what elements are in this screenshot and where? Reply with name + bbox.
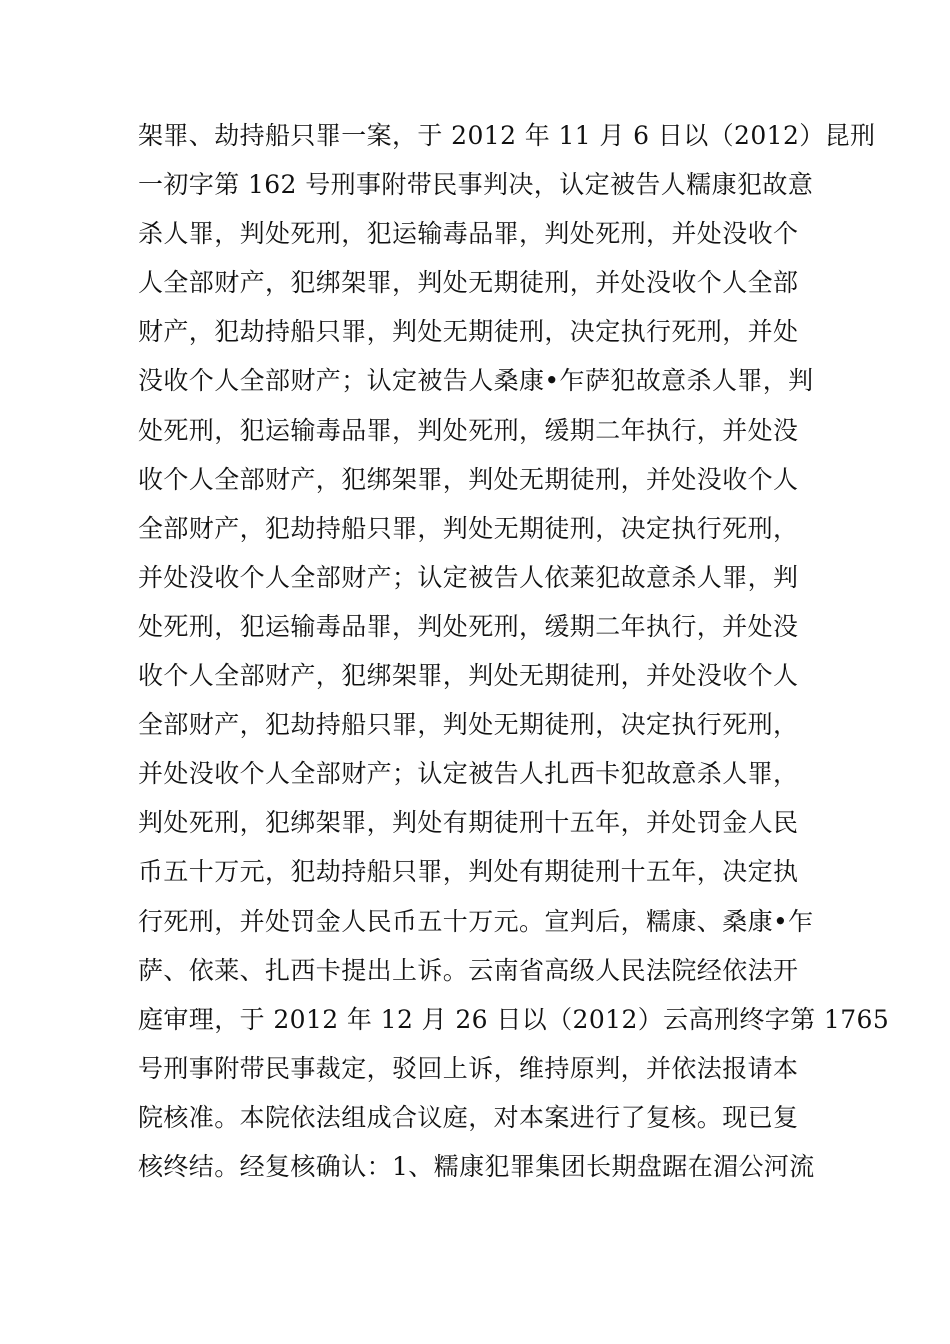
text-line: 币五十万元，犯劫持船只罪，判处有期徒刑十五年，决定执 [138,857,799,887]
text-line: 杀人罪，判处死刑，犯运输毒品罪，判处死刑，并处没收个 [138,219,799,249]
text-line: 收个人全部财产，犯绑架罪，判处无期徒刑，并处没收个人 [138,661,799,691]
text-line: 收个人全部财产，犯绑架罪，判处无期徒刑，并处没收个人 [138,464,799,494]
text-line: 并处没收个人全部财产；认定被告人依莱犯故意杀人罪，判 [138,562,799,592]
text-line: 全部财产，犯劫持船只罪，判处无期徒刑，决定执行死刑， [138,513,799,543]
text-line: 财产，犯劫持船只罪，判处无期徒刑，决定执行死刑，并处 [138,317,799,347]
text-line: 架罪、劫持船只罪一案，于 2012 年 11 月 6 日以（2012）昆刑 [138,121,876,150]
text-line: 并处没收个人全部财产；认定被告人扎西卡犯故意杀人罪， [138,759,799,789]
body-paragraph [138,111,890,1191]
text-line: 人全部财产，犯绑架罪，判处无期徒刑，并处没收个人全部 [138,268,799,298]
text-line: 处死刑，犯运输毒品罪，判处死刑，缓期二年执行，并处没 [138,415,799,445]
text-line: 没收个人全部财产；认定被告人桑康•乍萨犯故意杀人罪，判 [138,366,814,396]
text-line: 庭审理，于 2012 年 12 月 26 日以（2012）云高刑终字第 1765 [138,1004,890,1034]
text-line: 全部财产，犯劫持船只罪，判处无期徒刑，决定执行死刑， [138,710,799,740]
text-line: 院核准。本院依法组成合议庭，对本案进行了复核。现已复 [138,1102,799,1132]
text-line: 行死刑，并处罚金人民币五十万元。宣判后，糯康、桑康•乍 [138,906,814,936]
text-line: 萨、依莱、扎西卡提出上诉。云南省高级人民法院经依法开 [138,955,799,985]
text-line: 核终结。经复核确认：1、糯康犯罪集团长期盘踞在湄公河流 [138,1151,815,1181]
text-line: 处死刑，犯运输毒品罪，判处死刑，缓期二年执行，并处没 [138,611,799,641]
text-line: 号刑事附带民事裁定，驳回上诉，维持原判，并依法报请本 [138,1053,799,1083]
text-line: 一初字第 162 号刑事附带民事判决，认定被告人糯康犯故意 [138,170,814,200]
text-line: 判处死刑，犯绑架罪，判处有期徒刑十五年，并处罚金人民 [138,808,799,838]
